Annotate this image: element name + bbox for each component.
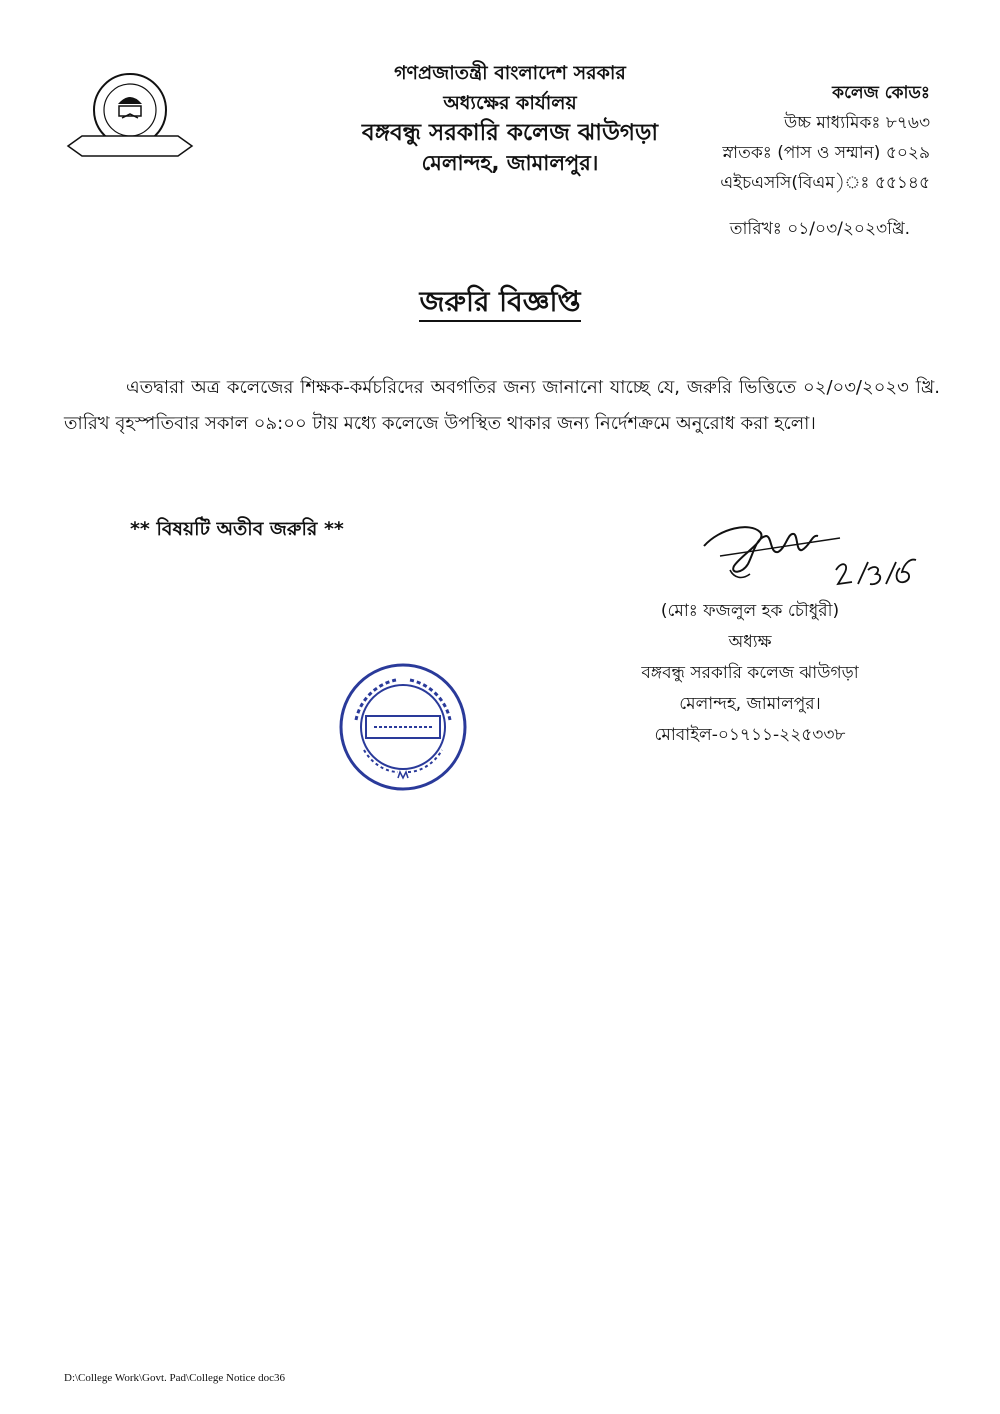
college-name: বঙ্গবন্ধু সরকারি কলেজ ঝাউগড়া	[361, 120, 659, 146]
code-hsc-bm: এইচএসসি(বিএম)ঃ ৫৫১৪৫	[720, 173, 930, 193]
signatory-location: মেলান্দহ, জামালপুর।	[679, 694, 821, 714]
signatory-mobile: মোবাইল-০১৭১১-২২৫৩৩৮	[654, 725, 846, 745]
signature-block	[590, 596, 910, 751]
signatory-name: (মোঃ ফজলুল হক চৌধুরী)	[660, 601, 840, 621]
urgent-note: ** বিষয়টি অতীব জরুরি **	[130, 518, 344, 540]
college-codes	[640, 78, 930, 198]
government-title: গণপ্রজাতন্ত্রী বাংলাদেশ সরকার	[394, 62, 626, 84]
codes-title: কলেজ কোডঃ	[832, 83, 930, 103]
handwritten-signature	[690, 508, 930, 598]
notice-title-text: জরুরি বিজ্ঞপ্তি	[419, 285, 580, 322]
notice-title	[300, 280, 700, 327]
office-title: অধ্যক্ষের কার্যালয়	[443, 92, 577, 114]
college-logo	[60, 70, 200, 168]
signatory-institution: বঙ্গবন্ধু সরকারি কলেজ ঝাউগড়া	[641, 663, 859, 683]
code-higher-secondary: উচ্চ মাধ্যমিকঃ ৮৭৬৩	[784, 113, 930, 133]
official-seal	[336, 660, 470, 794]
notice-date: তারিখঃ ০১/০৩/২০২৩খ্রি.	[729, 219, 910, 239]
code-degree: স্নাতকঃ (পাস ও সম্মান) ৫০২৯	[722, 143, 930, 163]
college-location: মেলান্দহ, জামালপুর।	[421, 151, 599, 175]
notice-body: এতদ্বারা অত্র কলেজের শিক্ষক-কর্মচরিদের অবগতির জন্য জানানো যাচ্ছে যে, জরুরি ভিত্তিতে ০২/০৩/২০২৩ খ্রি. তারিখ বৃহস্পতিবার সকাল ০৯:০০ টায় মধ্যে কলেজে উপস্থিত থাকার জন্য নির্দেশক্রমে অনুরোধ করা হলো।	[64, 377, 940, 434]
file-path-footer: D:\College Work\Govt. Pad\College Notice doc36	[64, 1372, 286, 1384]
signatory-designation: অধ্যক্ষ	[728, 632, 772, 652]
